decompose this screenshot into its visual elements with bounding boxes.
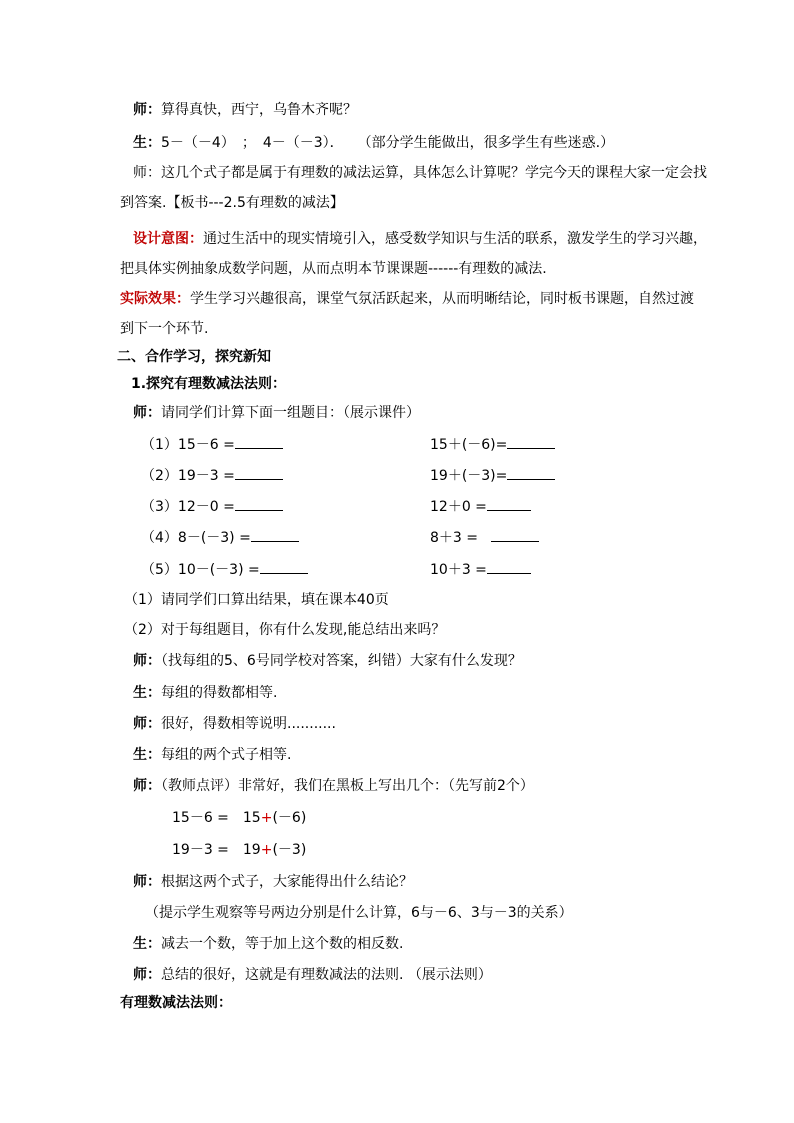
teacher-label: 师： — [133, 874, 161, 890]
dialogue-text: 很好，得数相等说明........... — [161, 716, 336, 732]
dialogue-line-4 — [133, 745, 291, 765]
student-label: 生： — [133, 685, 161, 701]
answer-blank[interactable] — [235, 496, 283, 511]
intro-line-2 — [133, 133, 614, 153]
equation-left: 19－3 = 19 — [172, 842, 261, 858]
teacher-label: 师： — [133, 716, 161, 732]
dialogue-text: （教师点评）非常好，我们在黑板上写出几个：（先写前2个） — [161, 778, 534, 794]
dialogue-line-6 — [133, 872, 413, 892]
answer-blank[interactable] — [487, 496, 531, 511]
dialogue-line-3 — [133, 714, 336, 734]
subsection-title: 1.探究有理数减法法则： — [131, 376, 287, 392]
actual-effect-line-1 — [120, 289, 694, 309]
equation-right: (－3) — [272, 842, 307, 858]
rule-title: 有理数减法法则： — [120, 995, 232, 1011]
dialogue-line-2 — [133, 683, 277, 703]
exercise-text: 19＋(－3)= — [430, 468, 508, 484]
exercise-text: 10＋3 = — [430, 562, 487, 578]
exercise-left-2 — [141, 465, 283, 486]
teacher-label: 师： — [133, 653, 161, 669]
answer-blank[interactable] — [507, 434, 555, 449]
intro-line-3: 师：这几个式子都是属于有理数的减法运算，具体怎么计算呢？学完今天的课程大家一定会找 — [133, 165, 707, 181]
equation-right: (－6) — [272, 810, 307, 826]
student-label: 生： — [133, 936, 161, 952]
design-intent-line-1 — [133, 229, 707, 249]
exercise-text: 15＋(－6)= — [430, 437, 508, 453]
exercise-text: （4）8－(－3) = — [141, 530, 251, 546]
dialogue-text: 根据这两个式子，大家能得出什么结论？ — [161, 874, 413, 890]
task-1: （1）请同学们口算出结果，填在课本40页 — [124, 592, 389, 608]
answer-blank[interactable] — [507, 465, 555, 480]
exercise-left-5 — [141, 559, 308, 580]
teacher-label: 师： — [133, 405, 161, 421]
exercise-text: 8＋3 = — [430, 530, 478, 546]
answer-blank[interactable] — [487, 559, 531, 574]
dialogue-line-1 — [133, 651, 522, 671]
exercise-text: （5）10－(－3) = — [141, 562, 260, 578]
dialogue-line-5 — [133, 776, 534, 796]
dialogue-text: 每组的两个式子相等. — [161, 747, 292, 763]
exercise-text: （3）12－0 = — [141, 499, 235, 515]
exercise-left-1 — [141, 434, 283, 455]
dialogue-text: （找每组的5、6号同学校对答案，纠错）大家有什么发现？ — [161, 653, 522, 669]
answer-blank[interactable] — [491, 527, 539, 542]
exercise-right-3 — [430, 496, 531, 517]
intro-line-4: 到答案.【板书---2.5有理数的减法】 — [120, 195, 344, 211]
exercise-right-4 — [430, 527, 539, 548]
dialogue-line-8 — [133, 965, 492, 985]
task-2: （2）对于每组题目，你有什么发现,能总结出来吗？ — [124, 622, 446, 638]
exercise-text: （1）15－6 = — [141, 437, 235, 453]
equation-1 — [172, 808, 306, 828]
answer-blank[interactable] — [235, 465, 283, 480]
plus-sign: + — [260, 842, 273, 858]
teacher-prompt-text: 请同学们计算下面一组题目：（展示课件） — [161, 405, 420, 421]
actual-effect-line-2: 到下一个环节. — [120, 321, 209, 337]
exercise-text: 12＋0 = — [430, 499, 487, 515]
teacher-label: 师： — [133, 102, 161, 118]
equation-2 — [172, 840, 306, 860]
dialogue-text: 每组的得数都相等. — [161, 685, 278, 701]
teacher-label: 师： — [133, 778, 161, 794]
actual-effect-label: 实际效果： — [120, 291, 190, 307]
dialogue-text: 减去一个数，等于加上这个数的相反数. — [161, 936, 404, 952]
answer-blank[interactable] — [251, 527, 299, 542]
equation-left: 15－6 = 15 — [172, 810, 261, 826]
intro-line-1-text: 算得真快，西宁，乌鲁木齐呢？ — [161, 102, 357, 118]
actual-effect-text: 学生学习兴趣很高，课堂气氛活跃起来，从而明晰结论，同时板书课题，自然过渡 — [190, 291, 694, 307]
student-label: 生： — [133, 747, 161, 763]
exercise-right-5 — [430, 559, 531, 580]
design-intent-text: 通过生活中的现实情境引入，感受数学知识与生活的联系，激发学生的学习兴趣， — [203, 231, 707, 247]
hint-line: （提示学生观察等号两边分别是什么计算，6与－6、3与－3的关系） — [145, 905, 573, 921]
exercise-left-4 — [141, 527, 299, 548]
student-label: 生： — [133, 135, 161, 151]
plus-sign: + — [260, 810, 273, 826]
section-title: 二、合作学习，探究新知 — [117, 349, 271, 365]
design-intent-label: 设计意图： — [133, 231, 203, 247]
design-intent-line-2: 把具体实例抽象成数学问题，从而点明本节课课题------有理数的减法. — [120, 261, 547, 277]
intro-line-1 — [133, 100, 357, 120]
teacher-label: 师： — [133, 967, 161, 983]
dialogue-text: 总结的很好，这就是有理数减法的法则. （展示法则） — [161, 967, 492, 983]
exercise-right-2 — [430, 465, 555, 486]
teacher-prompt — [133, 403, 420, 423]
answer-blank[interactable] — [235, 434, 283, 449]
exercise-text: （2）19－3 = — [141, 468, 235, 484]
exercise-right-1 — [430, 434, 555, 455]
intro-line-2-text: 5－（－4） ； 4－（－3）． （部分学生能做出，很多学生有些迷惑.） — [161, 135, 615, 151]
exercise-left-3 — [141, 496, 283, 517]
answer-blank[interactable] — [260, 559, 308, 574]
dialogue-line-7 — [133, 934, 403, 954]
